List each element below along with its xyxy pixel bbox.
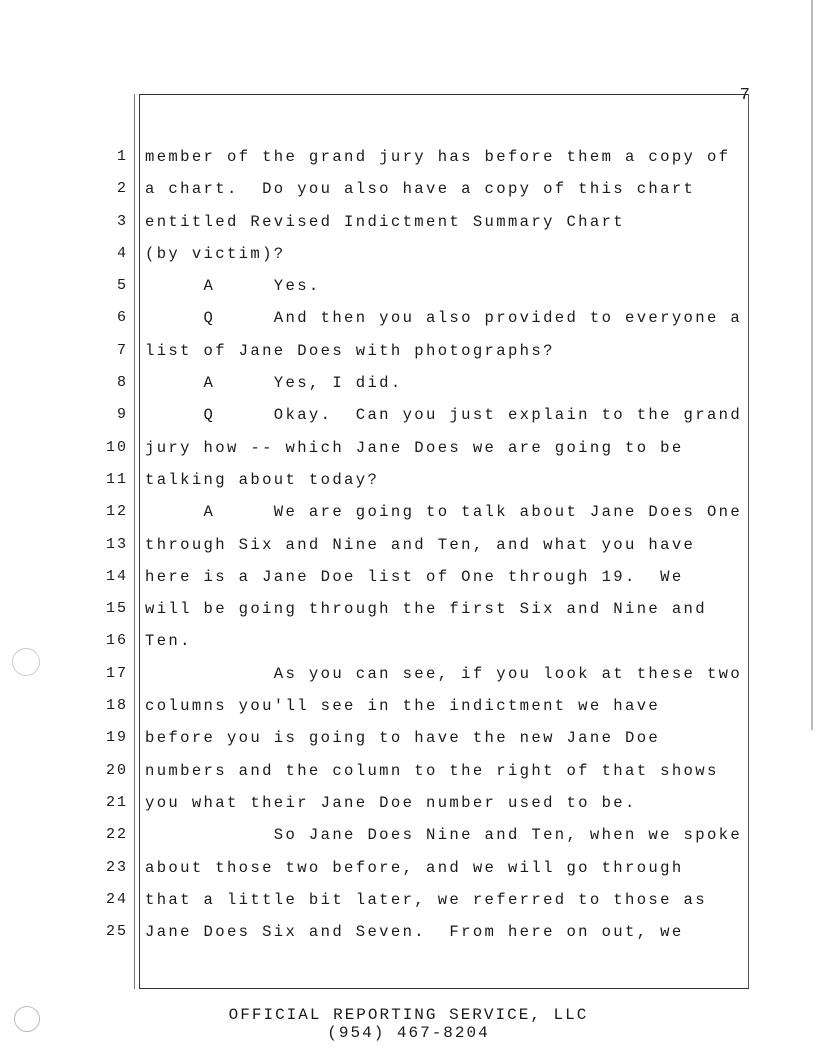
line-number: 2 xyxy=(116,180,128,198)
line-number: 1 xyxy=(116,148,128,165)
transcript-line xyxy=(0,335,817,367)
line-text: before you is going to have the new Jane Doe xyxy=(145,729,661,748)
line-text: jury how -- which Jane Does we are going to be xyxy=(145,438,684,457)
line-number: 3 xyxy=(116,212,128,230)
line-text: Jane Does Six and Seven. From here on out, we xyxy=(145,923,684,942)
line-text: list of Jane Does with photographs? xyxy=(145,341,555,360)
line-number: 19 xyxy=(105,729,128,747)
line-text: (by victim)? xyxy=(145,244,286,263)
line-text: that a little bit later, we referred to those as xyxy=(145,890,707,909)
line-text: Q Okay. Can you just explain to the grand xyxy=(145,406,743,425)
transcript-line xyxy=(0,270,817,302)
line-number: 23 xyxy=(105,858,128,876)
line-text: talking about today? xyxy=(145,470,380,489)
transcript-line xyxy=(0,819,817,851)
line-number: 22 xyxy=(105,826,128,844)
transcript-line xyxy=(0,141,817,173)
transcript-line xyxy=(0,916,817,948)
transcript-line xyxy=(0,432,817,464)
line-number: 11 xyxy=(105,470,128,488)
line-text: about those two before, and we will go through xyxy=(145,858,684,877)
line-text: through Six and Nine and Ten, and what you have xyxy=(145,535,696,554)
line-text: A Yes, I did. xyxy=(145,374,403,393)
line-number: 13 xyxy=(105,535,128,553)
line-text: Q And then you also provided to everyone a xyxy=(145,309,743,328)
transcript-line xyxy=(0,787,817,819)
line-number: 16 xyxy=(105,632,128,650)
line-text: As you can see, if you look at these two xyxy=(145,664,743,683)
transcript-line xyxy=(0,722,817,754)
transcript-line xyxy=(0,593,817,625)
line-number: 17 xyxy=(105,664,128,682)
line-text: Ten. xyxy=(145,632,192,651)
transcript-frame-bottom xyxy=(139,988,749,989)
transcript-lines xyxy=(0,141,817,948)
line-text: you what their Jane Doe number used to be. xyxy=(145,793,637,812)
footer-phone: (954) 467-8204 xyxy=(327,1024,490,1042)
line-text: A We are going to talk about Jane Does One xyxy=(145,503,743,522)
line-number: 25 xyxy=(105,923,128,941)
line-text: here is a Jane Doe list of One through 19. We xyxy=(145,567,684,586)
transcript-line xyxy=(0,206,817,238)
transcript-line xyxy=(0,561,817,593)
line-number: 24 xyxy=(105,890,128,908)
transcript-line xyxy=(0,852,817,884)
transcript-line xyxy=(0,464,817,496)
line-text: So Jane Does Nine and Ten, when we spoke xyxy=(145,826,743,845)
line-number: 12 xyxy=(105,503,128,521)
line-text: a chart. Do you also have a copy of this chart xyxy=(145,180,696,199)
line-text: entitled Revised Indictment Summary Chart xyxy=(145,212,626,231)
line-number: 20 xyxy=(105,761,128,779)
transcript-line xyxy=(0,496,817,528)
line-number: 18 xyxy=(105,697,128,715)
transcript-line xyxy=(0,238,817,270)
line-number: 5 xyxy=(116,277,128,295)
transcript-line xyxy=(0,529,817,561)
line-number: 15 xyxy=(105,600,128,618)
transcript-line xyxy=(0,884,817,916)
line-number: 14 xyxy=(105,567,128,585)
line-text: will be going through the first Six and Nine and xyxy=(145,600,707,619)
line-number: 8 xyxy=(116,374,128,392)
transcript-line xyxy=(0,302,817,334)
transcript-line xyxy=(0,399,817,431)
line-number: 21 xyxy=(105,793,128,811)
line-number: 7 xyxy=(116,341,128,359)
transcript-line xyxy=(0,625,817,657)
transcript-frame-top xyxy=(139,94,749,95)
page-number: 7 xyxy=(739,86,751,105)
footer-company: OFFICIAL REPORTING SERVICE, LLC xyxy=(228,1006,589,1024)
transcript-line xyxy=(0,658,817,690)
transcript-line xyxy=(0,173,817,205)
line-text: member of the grand jury has before them a copy of xyxy=(145,148,731,166)
line-number: 4 xyxy=(116,244,128,262)
transcript-line xyxy=(0,755,817,787)
transcript-line xyxy=(0,690,817,722)
line-number: 6 xyxy=(116,309,128,327)
line-number: 9 xyxy=(116,406,128,424)
line-text: A Yes. xyxy=(145,277,321,296)
transcript-line xyxy=(0,367,817,399)
line-text: columns you'll see in the indictment we have xyxy=(145,697,661,716)
line-text: numbers and the column to the right of that shows xyxy=(145,761,719,780)
line-number: 10 xyxy=(105,438,128,456)
